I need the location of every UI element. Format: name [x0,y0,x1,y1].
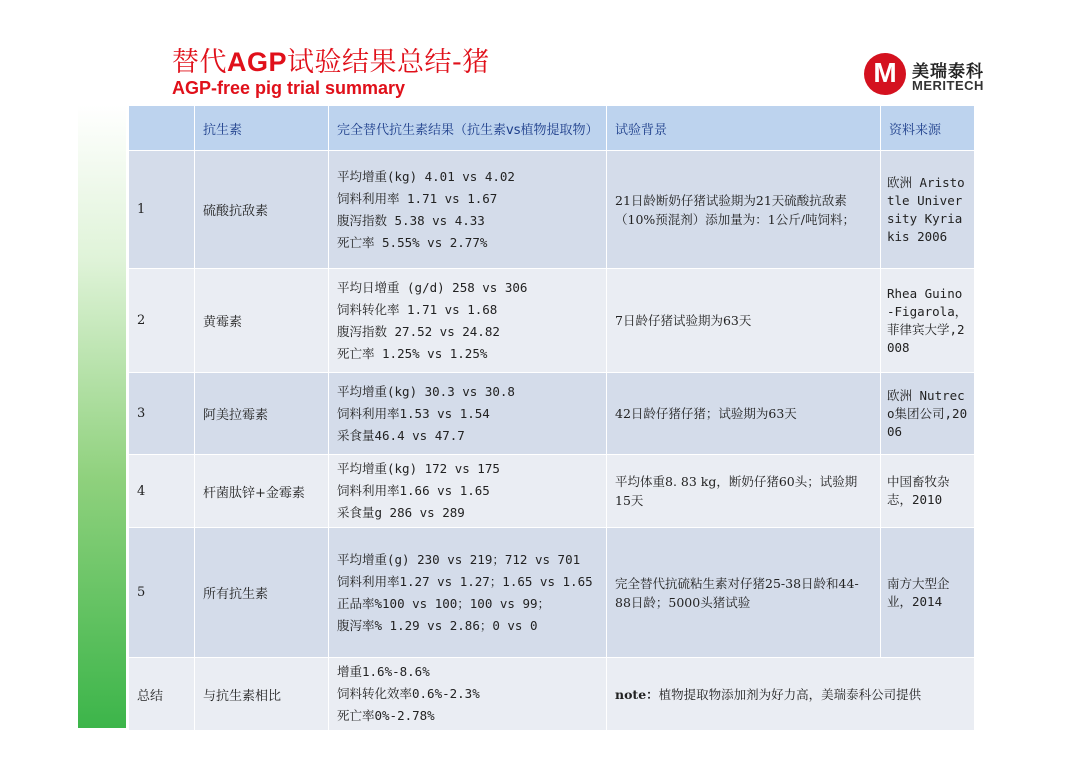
logo-en: MERITECH [912,78,984,93]
decorative-green-bar [78,105,126,728]
result-line: 采食量46.4 vs 47.7 [337,427,465,443]
table-row [129,269,975,373]
page-title-en: AGP-free pig trial summary [172,78,406,98]
result-line: 死亡率0%-2.78% [337,708,435,723]
row-results [329,528,607,658]
title-cn-suffix: 试验结果总结-猪 [287,47,490,78]
table-header-row [129,106,975,151]
row-antibiotic: 所有抗生素 [195,528,329,658]
result-line: 死亡率 5.55% vs 2.77% [337,234,488,250]
summary-label: 总结 [129,658,195,731]
header-results: 完全替代抗生素结果（抗生素vs植物提取物） [329,106,607,151]
title-cn-bold: AGP [227,47,288,77]
result-line: 饲料利用率1.27 vs 1.27；1.65 vs 1.65 [337,573,593,589]
row-results [329,373,607,455]
result-line: 饲料转化率 1.71 vs 1.68 [337,301,498,317]
row-source: 欧洲 Nutreco集团公司,2006 [881,373,975,455]
table-row [129,373,975,455]
result-line: 平均日增重 (g/d) 258 vs 306 [337,279,528,295]
row-source: 中国畜牧杂志，2010 [881,455,975,528]
result-line: 平均增重(kg) 172 vs 175 [337,461,500,476]
table-row [129,528,975,658]
result-line: 腹泻指数 5.38 vs 4.33 [337,212,485,228]
row-results [329,151,607,269]
row-antibiotic: 硫酸抗敌素 [195,151,329,269]
row-background: 7日龄仔猪试验期为63天 [607,269,881,373]
result-line: 饲料利用率 1.71 vs 1.67 [337,190,498,206]
row-antibiotic: 杆菌肽锌+金霉素 [195,455,329,528]
note-label: note： [615,687,659,702]
result-line: 正品率%100 vs 100；100 vs 99； [337,595,551,611]
result-line: 饲料利用率1.53 vs 1.54 [337,405,490,421]
row-number: 1 [129,151,195,269]
header-source: 资料来源 [881,106,975,151]
result-line: 饲料转化效率0.6%-2.3% [337,686,480,701]
row-number: 4 [129,455,195,528]
summary-comparison: 与抗生素相比 [195,658,329,731]
trial-summary-table [128,105,975,731]
row-results [329,269,607,373]
note-text: 植物提取物添加剂为好力高，美瑞泰科公司提供 [658,687,922,702]
result-line: 采食量g 286 vs 289 [337,505,465,520]
table-row [129,455,975,528]
meritech-logo [864,53,994,97]
row-source: Rhea Guino-Figarola，菲律宾大学,2008 [881,269,975,373]
row-results [329,455,607,528]
row-source: 欧洲 Aristotle University Kyriakis 2006 [881,151,975,269]
summary-results [329,658,607,731]
row-background: 平均体重8. 83 kg，断奶仔猪60头；试验期15天 [607,455,881,528]
row-number: 2 [129,269,195,373]
result-line: 死亡率 1.25% vs 1.25% [337,345,488,361]
row-number: 5 [129,528,195,658]
summary-note [607,658,975,731]
logo-mark-icon: M [864,53,906,95]
row-background: 21日龄断奶仔猪试验期为21天硫酸抗敌素（10%预混剂）添加量为：1公斤/吨饲料； [607,151,881,269]
result-line: 平均增重(kg) 30.3 vs 30.8 [337,383,515,399]
result-line: 平均增重(g) 230 vs 219；712 vs 701 [337,551,581,567]
logo-cn: 美瑞泰科 [912,62,984,82]
row-source: 南方大型企业，2014 [881,528,975,658]
page-title-cn [172,40,490,79]
header-background: 试验背景 [607,106,881,151]
row-number: 3 [129,373,195,455]
table-row [129,151,975,269]
result-line: 腹泻率% 1.29 vs 2.86；0 vs 0 [337,617,538,633]
result-line: 腹泻指数 27.52 vs 24.82 [337,323,500,339]
title-cn-prefix: 替代 [172,47,227,78]
header-antibiotic: 抗生素 [195,106,329,151]
result-line: 平均增重(kg) 4.01 vs 4.02 [337,168,515,184]
row-background: 完全替代抗硫粘生素对仔猪25-38日龄和44-88日龄；5000头猪试验 [607,528,881,658]
result-line: 饲料利用率1.66 vs 1.65 [337,483,490,498]
row-background: 42日龄仔猪仔猪；试验期为63天 [607,373,881,455]
result-line: 增重1.6%-8.6% [337,664,430,679]
row-antibiotic: 黄霉素 [195,269,329,373]
summary-row [129,658,975,731]
row-antibiotic: 阿美拉霉素 [195,373,329,455]
header-no [129,106,195,151]
